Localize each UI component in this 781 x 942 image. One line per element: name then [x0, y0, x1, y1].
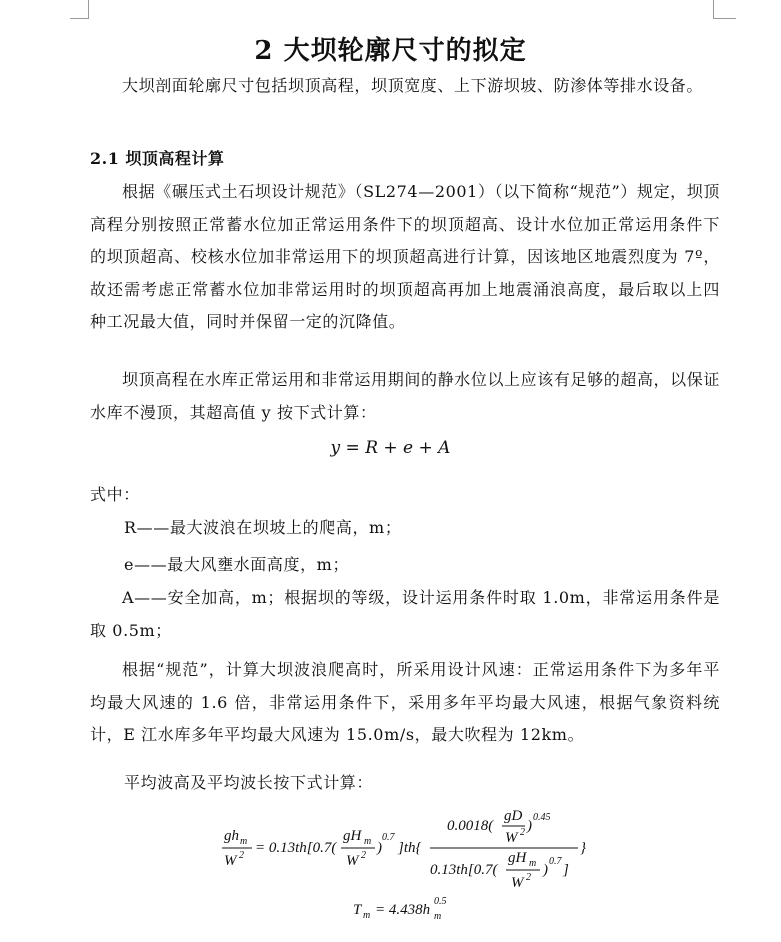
paragraph-freeboard: 坝顶高程在水库正常运用和非常运用期间的静水位以上应该有足够的超高，以保证水库不漫顶，其超高值 y 按下式计算：: [90, 370, 720, 422]
section-heading: 2.1 坝顶高程计算: [90, 149, 225, 168]
formula-exp-07: 0.7: [382, 832, 395, 843]
formula-paren-close-1: ): [377, 840, 382, 856]
formula-close-brace: }: [580, 840, 586, 856]
formula3-lhs-sub: m: [363, 910, 371, 921]
formula-lhs-numerator: gh: [224, 828, 239, 844]
equation-freeboard: y = R + e + A: [330, 438, 451, 458]
where-label: 式中：: [90, 485, 140, 504]
formula3-rhs-sup: 0.5: [434, 896, 447, 907]
wave-formula: [0, 800, 781, 942]
formula-den-paren-close: ): [543, 862, 548, 878]
definition-e: e——最大风壅水面高度，m；: [124, 555, 350, 574]
formula-paren-close-2: ): [527, 818, 532, 834]
formula-num-W: W: [505, 830, 518, 846]
formula-den-gH-sub: m: [529, 858, 537, 869]
definition-R: R——最大波浪在坝坡上的爬高，m；: [124, 518, 402, 537]
formula-den-coef: 0.13th[0.7(: [430, 862, 498, 878]
formula-mid: ]th{: [398, 840, 422, 856]
formula-den-W: W: [511, 875, 524, 891]
crop-mark-top-right: [713, 0, 736, 19]
intro-paragraph: 大坝剖面轮廓尺寸包括坝顶高程，坝顶宽度、上下游坝坡、防渗体等排水设备。: [122, 76, 704, 95]
definition-A: A——安全加高，m；根据坝的等级，设计运用条件时取 1.0m，非常运用条件是取 0.5m；: [90, 588, 720, 640]
page-title: 2 大坝轮廓尺寸的拟定: [254, 36, 527, 66]
formula-W2: W: [346, 853, 359, 869]
formula3-rhs: = 4.438h: [375, 902, 431, 918]
formula-den-bracket: ]: [563, 862, 569, 878]
formula-den-W-sup: 2: [526, 872, 531, 883]
crop-mark-top-left: [70, 0, 89, 19]
formula-den-gH: gH: [508, 850, 527, 866]
formula-num-coef: 0.0018(: [447, 818, 494, 834]
formula-lhs-numerator-sub: m: [240, 836, 248, 847]
formula-W2-sup: 2: [361, 850, 366, 861]
formula-lhs-denominator-sup: 2: [239, 850, 244, 861]
formula-num-W-sup: 2: [520, 827, 525, 838]
paragraph-wave-formula-intro: 平均波高及平均波长按下式计算：: [124, 773, 374, 792]
formula-exp-045: 0.45: [533, 812, 551, 823]
formula3-lhs: T: [353, 902, 362, 918]
formula-gH-sub: m: [364, 836, 372, 847]
formula-den-exp-07: 0.7: [549, 856, 562, 867]
paragraph-standard-reference: 根据《碾压式土石坝设计规范》（SL274—2001）（以下简称“规范”）规定，坝顶高程分别按照正常蓄水位加正常运用条件下的坝顶超高、设计水位加正常运用条件下的坝顶超高、校核水位加非常运用下的坝顶超高进行计算，因该地区地震烈度为 7º，故还需考虑正常蓄水位加非常运用时的坝顶超高再加上地震涌浪高度，最后取以上四种工况最大值，同时并保留一定的沉降值。: [90, 182, 720, 331]
formula-gD: gD: [504, 808, 523, 824]
formula-lhs-denominator: W: [224, 853, 237, 869]
formula3-rhs-sub: m: [434, 911, 442, 922]
formula-gH: gH: [343, 828, 362, 844]
paragraph-wind-speed: 根据“规范”，计算大坝波浪爬高时，所采用设计风速：正常运用条件下为多年平均最大风速的 1.6 倍，非常运用条件下，采用多年平均最大风速，根据气象资料统计，E 江水库多年平均最大风速为 15.0m/s，最大吹程为 12km。: [90, 660, 720, 744]
formula-coef1: = 0.13th[0.7(: [255, 840, 337, 856]
